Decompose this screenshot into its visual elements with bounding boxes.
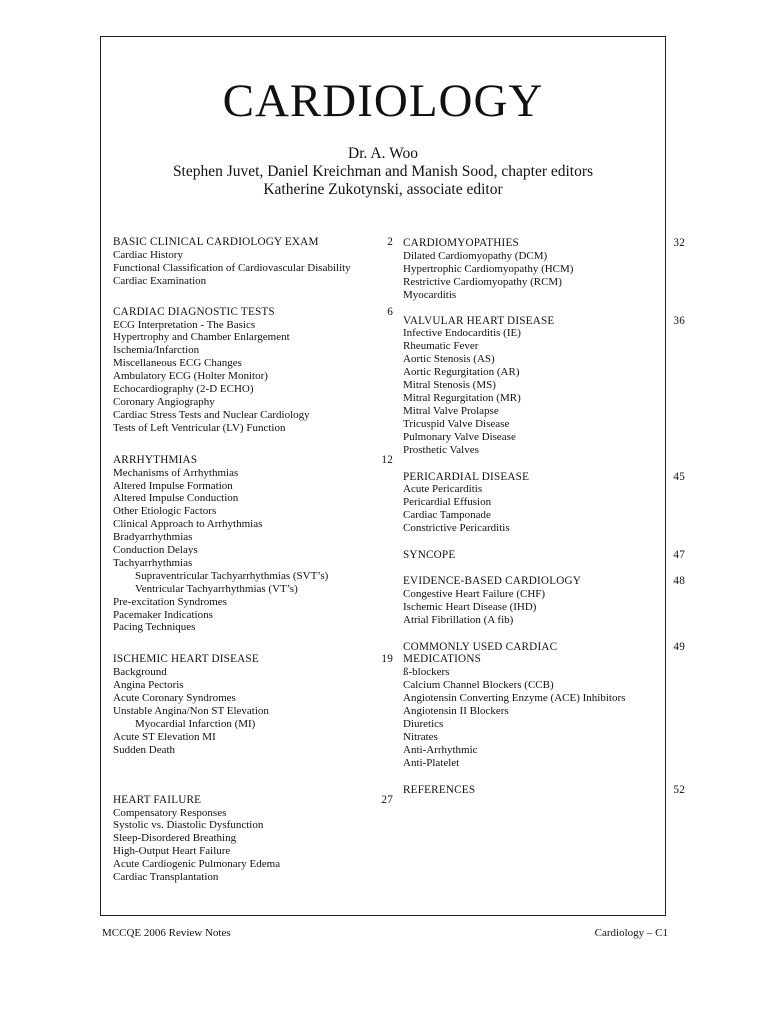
toc-page-number: 6 xyxy=(383,306,393,319)
toc-item[interactable]: Pericardial Effusion xyxy=(403,496,492,509)
toc-item[interactable]: Constrictive Pericarditis xyxy=(403,522,510,535)
toc-page-number: 49 xyxy=(669,641,685,654)
toc-heading-text: CARDIOMYOPATHIES xyxy=(403,237,523,249)
toc-item[interactable]: Anti-Platelet xyxy=(403,756,460,769)
toc-item[interactable]: Prosthetic Valves xyxy=(403,443,479,456)
toc-item[interactable]: Coronary Angiography xyxy=(113,395,215,408)
toc-item[interactable]: Pacemaker Indications xyxy=(113,608,213,621)
toc-section xyxy=(403,237,685,302)
toc-heading[interactable] xyxy=(403,641,685,654)
toc-section xyxy=(403,549,685,562)
toc-page-number: 52 xyxy=(669,784,685,797)
footer-right: Cardiology – C1 xyxy=(594,927,668,939)
toc-item[interactable]: Angina Pectoris xyxy=(113,679,184,692)
toc-item[interactable]: Functional Classification of Cardiovascular Disability xyxy=(113,261,351,274)
toc-item[interactable]: Mitral Stenosis (MS) xyxy=(403,379,496,392)
toc-heading[interactable] xyxy=(403,784,685,797)
toc-item[interactable]: Cardiac History xyxy=(113,248,183,261)
toc-heading[interactable] xyxy=(403,315,685,328)
toc-page-number: 36 xyxy=(669,315,685,328)
toc-section xyxy=(403,471,685,536)
toc-item[interactable]: Acute ST Elevation MI xyxy=(113,730,216,743)
toc-page-number: 2 xyxy=(383,236,393,249)
toc-heading[interactable] xyxy=(403,471,685,484)
toc-item[interactable]: Ventricular Tachyarrhythmias (VT’s) xyxy=(135,582,298,595)
toc-section xyxy=(403,784,685,797)
toc-heading-text: ISCHEMIC HEART DISEASE xyxy=(113,653,263,665)
toc-page-number: 12 xyxy=(377,454,393,467)
authors-block xyxy=(100,145,666,199)
toc-heading-text: CARDIAC DIAGNOSTIC TESTS xyxy=(113,306,279,318)
toc-section xyxy=(113,653,393,756)
toc-heading-text: SYNCOPE xyxy=(403,549,459,561)
toc-page-number: 47 xyxy=(669,549,685,562)
toc-item[interactable]: Hypertrophic Cardiomyopathy (HCM) xyxy=(403,262,574,275)
toc-section xyxy=(113,306,393,435)
toc-item[interactable]: Acute Pericarditis xyxy=(403,483,483,496)
toc-page-number: 27 xyxy=(377,794,393,807)
toc-heading-continued: MEDICATIONS xyxy=(403,653,482,666)
toc-page-number: 45 xyxy=(669,471,685,484)
toc-item[interactable]: Cardiac Stress Tests and Nuclear Cardiology xyxy=(113,408,310,421)
toc-item[interactable]: Compensatory Responses xyxy=(113,806,227,819)
toc-item[interactable]: Restrictive Cardiomyopathy (RCM) xyxy=(403,275,562,288)
toc-section xyxy=(403,315,685,457)
toc-item[interactable]: Mechanisms of Arrhythmias xyxy=(113,466,239,479)
toc-item[interactable]: High-Output Heart Failure xyxy=(113,845,231,858)
toc-item[interactable]: Unstable Angina/Non ST Elevation xyxy=(113,705,269,717)
toc-item[interactable]: Supraventricular Tachyarrhythmias (SVT’s) xyxy=(135,569,329,582)
toc-item[interactable]: Altered Impulse Formation xyxy=(113,479,233,492)
toc-heading-text: EVIDENCE-BASED CARDIOLOGY xyxy=(403,575,585,587)
toc-heading[interactable] xyxy=(403,237,685,250)
toc-item[interactable]: Congestive Heart Failure (CHF) xyxy=(403,587,546,600)
toc-item[interactable]: Cardiac Examination xyxy=(113,274,207,287)
toc-item[interactable]: Hypertrophy and Chamber Enlargement xyxy=(113,331,290,344)
toc-item[interactable]: Background xyxy=(113,666,167,679)
toc-item[interactable]: Myocarditis xyxy=(403,288,457,301)
toc-item[interactable]: Ambulatory ECG (Holter Monitor) xyxy=(113,370,268,383)
toc-item[interactable]: Mitral Regurgitation (MR) xyxy=(403,391,521,404)
toc-section xyxy=(403,641,685,770)
toc-item[interactable]: Systolic vs. Diastolic Dysfunction xyxy=(113,819,264,832)
toc-item[interactable]: Nitrates xyxy=(403,730,438,743)
toc-item[interactable]: Infective Endocarditis (IE) xyxy=(403,327,521,340)
toc-item[interactable]: Cardiac Transplantation xyxy=(113,871,219,884)
toc-heading-text: BASIC CLINICAL CARDIOLOGY EXAM xyxy=(113,236,323,248)
editors-line: Stephen Juvet, Daniel Kreichman and Manish Sood, chapter editors xyxy=(172,163,594,180)
toc-item[interactable]: Angiotensin II Blockers xyxy=(403,705,509,718)
toc-item[interactable]: Dilated Cardiomyopathy (DCM) xyxy=(403,249,548,262)
toc-item[interactable]: Sleep-Disordered Breathing xyxy=(113,832,237,845)
toc-item[interactable]: Acute Cardiogenic Pulmonary Edema xyxy=(113,858,281,871)
toc-item[interactable]: Rheumatic Fever xyxy=(403,340,479,353)
author-line: Dr. A. Woo xyxy=(348,145,418,162)
toc-item[interactable]: Mitral Valve Prolapse xyxy=(403,404,499,417)
toc-section xyxy=(113,794,393,884)
toc-section xyxy=(113,236,393,288)
toc-page-number: 48 xyxy=(669,575,685,588)
footer-left: MCCQE 2006 Review Notes xyxy=(102,927,231,939)
toc-page-number: 19 xyxy=(377,653,393,666)
toc-heading[interactable] xyxy=(403,575,685,588)
toc-item[interactable]: Other Etiologic Factors xyxy=(113,505,217,518)
toc-item[interactable]: Conduction Delays xyxy=(113,544,198,557)
associate-editor-line: Katherine Zukotynski, associate editor xyxy=(263,181,503,198)
toc-item[interactable]: Atrial Fibrillation (A fib) xyxy=(403,613,514,626)
toc-heading-text: PERICARDIAL DISEASE xyxy=(403,471,533,483)
toc-item[interactable]: Tricuspid Valve Disease xyxy=(403,417,510,430)
toc-left-column xyxy=(113,236,393,884)
toc-item[interactable]: Tests of Left Ventricular (LV) Function xyxy=(113,421,286,434)
toc-item[interactable]: Ischemic Heart Disease (IHD) xyxy=(403,600,537,613)
toc-heading-text: HEART FAILURE xyxy=(113,794,205,806)
toc-heading[interactable] xyxy=(113,236,393,249)
toc-item[interactable]: Ischemia/Infarction xyxy=(113,344,200,357)
toc-item[interactable]: Echocardiography (2-D ECHO) xyxy=(113,383,254,396)
toc-section xyxy=(403,575,685,627)
toc-item[interactable]: Diuretics xyxy=(403,718,444,730)
toc-heading[interactable] xyxy=(113,306,393,319)
toc-item[interactable]: Pulmonary Valve Disease xyxy=(403,430,516,443)
toc-heading[interactable] xyxy=(113,794,393,807)
toc-item[interactable]: Aortic Regurgitation (AR) xyxy=(403,366,520,379)
toc-heading-text: VALVULAR HEART DISEASE xyxy=(403,315,558,327)
toc-item[interactable]: Cardiac Tamponade xyxy=(403,509,491,522)
toc-right-column xyxy=(403,237,685,797)
toc-item[interactable]: Angiotensin Converting Enzyme (ACE) Inhibitors xyxy=(403,692,626,705)
toc-section xyxy=(113,454,393,635)
toc-item[interactable]: Miscellaneous ECG Changes xyxy=(113,357,242,370)
toc-item[interactable]: Altered Impulse Conduction xyxy=(113,492,239,505)
toc-item[interactable]: Pacing Techniques xyxy=(113,621,196,634)
toc-item[interactable]: Tachyarrhythmias xyxy=(113,556,193,569)
toc-item[interactable]: Pre-excitation Syndromes xyxy=(113,595,227,608)
toc-heading-text: COMMONLY USED CARDIAC xyxy=(403,641,561,653)
toc-heading-text: ARRHYTHMIAS xyxy=(113,454,201,466)
toc-item[interactable]: Calcium Channel Blockers (CCB) xyxy=(403,679,554,692)
toc-item[interactable]: Acute Coronary Syndromes xyxy=(113,692,236,705)
toc-heading[interactable] xyxy=(113,454,393,467)
toc-item[interactable]: ECG Interpretation - The Basics xyxy=(113,318,256,331)
toc-item[interactable]: Myocardial Infarction (MI) xyxy=(135,717,256,730)
toc-item[interactable]: Sudden Death xyxy=(113,743,176,756)
toc-heading[interactable] xyxy=(403,549,685,562)
page-title: CARDIOLOGY xyxy=(222,75,544,127)
toc-heading-text: REFERENCES xyxy=(403,784,479,796)
toc-page-number: 32 xyxy=(669,237,685,250)
toc-item[interactable]: Clinical Approach to Arrhythmias xyxy=(113,518,263,531)
toc-item[interactable]: Anti-Arrhythmic xyxy=(403,743,478,756)
toc-item[interactable]: Aortic Stenosis (AS) xyxy=(403,353,495,366)
toc-item[interactable]: Bradyarrhythmias xyxy=(113,531,193,544)
toc-heading[interactable] xyxy=(113,653,393,666)
toc-item[interactable]: ß-blockers xyxy=(403,666,450,679)
